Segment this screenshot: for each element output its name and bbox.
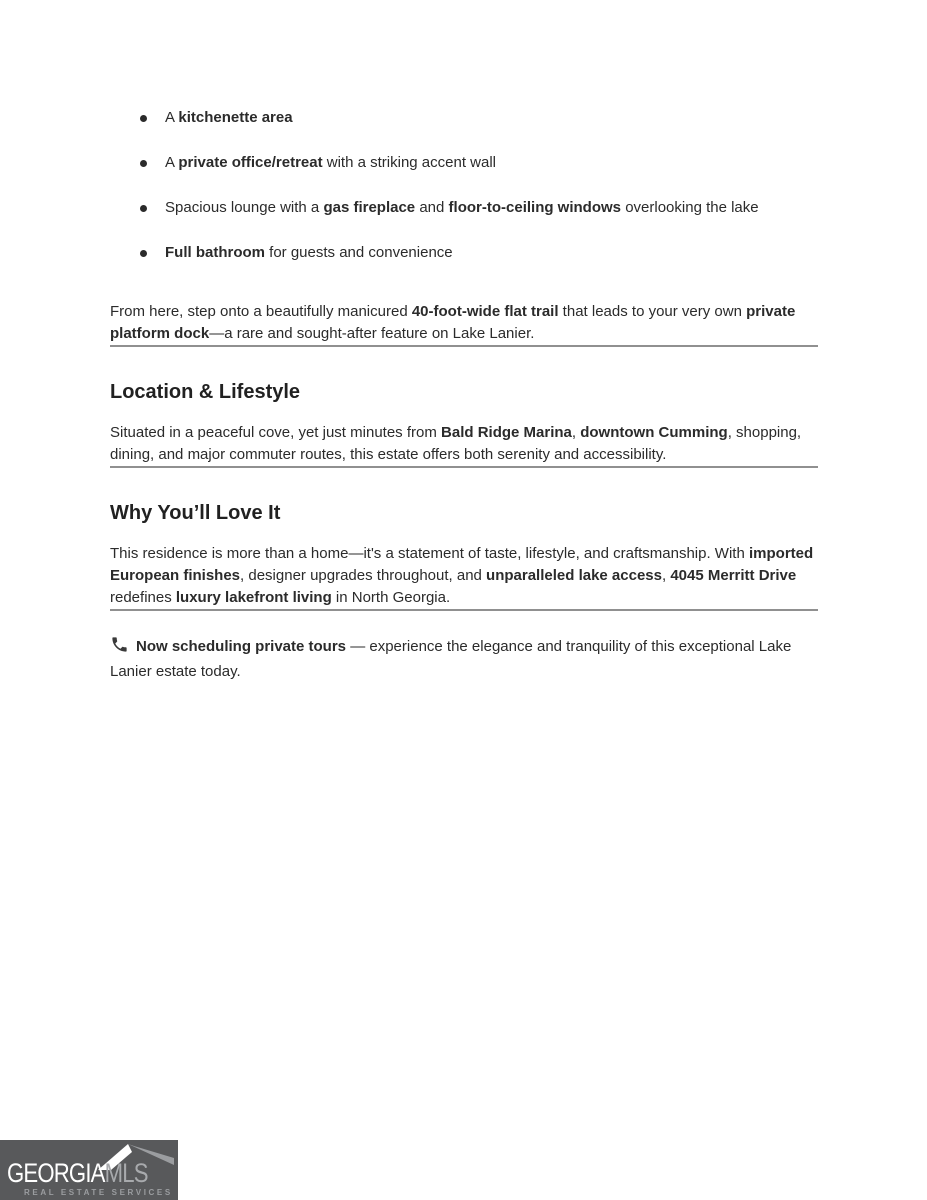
bullet-marker — [140, 205, 147, 212]
list-item — [110, 152, 818, 174]
content-area — [110, 0, 818, 683]
logo-wordmark — [7, 1160, 148, 1187]
divider — [110, 609, 818, 611]
paragraph-why: This residence is more than a home—it's a statement of taste, lifestyle, and craftsmanship. With imported European finishes, designer upgrades throughout, and unparalleled lake access, 4045 Merritt Drive redefines luxury lakefront living in North Georgia. — [110, 545, 814, 606]
list-item-text: Full bathroom for guests and convenience — [165, 244, 453, 261]
bullet-marker — [140, 160, 147, 167]
cta-paragraph — [110, 635, 818, 683]
list-item-text: A private office/retreat with a striking accent wall — [165, 154, 496, 171]
phone-icon — [110, 635, 129, 661]
logo-wordmark-mls: MLS — [104, 1158, 148, 1188]
paragraph-dock: From here, step onto a beautifully manicured 40-foot-wide flat trail that leads to your very own private platform dock—a rare and sought-after feature on Lake Lanier. — [110, 303, 796, 342]
list-item — [110, 107, 818, 129]
list-item — [110, 242, 818, 264]
divider — [110, 345, 818, 347]
georgia-mls-logo — [0, 1140, 178, 1200]
section-heading-why: Why You’ll Love It — [110, 502, 281, 524]
divider — [110, 466, 818, 468]
list-item-text: A kitchenette area — [165, 109, 293, 126]
paragraph-location: Situated in a peaceful cove, yet just minutes from Bald Ridge Marina, downtown Cumming, shopping, dining, and major commuter routes, this estate offers both serenity and accessibility. — [110, 424, 802, 463]
section-heading-location: Location & Lifestyle — [110, 381, 301, 403]
logo-tagline: REAL ESTATE SERVICES — [24, 1188, 173, 1197]
bullet-marker — [140, 250, 147, 257]
feature-bullet-list — [110, 107, 818, 264]
list-item-text: Spacious lounge with a gas fireplace and floor-to-ceiling windows overlooking the lake — [165, 199, 759, 216]
logo-wordmark-georgia: GEORGIA — [7, 1158, 105, 1188]
bullet-marker — [140, 115, 147, 122]
list-item — [110, 197, 818, 219]
cta-text: Now scheduling private tours — experience the elegance and tranquility of this exceptional Lake Lanier estate today. — [110, 638, 792, 680]
